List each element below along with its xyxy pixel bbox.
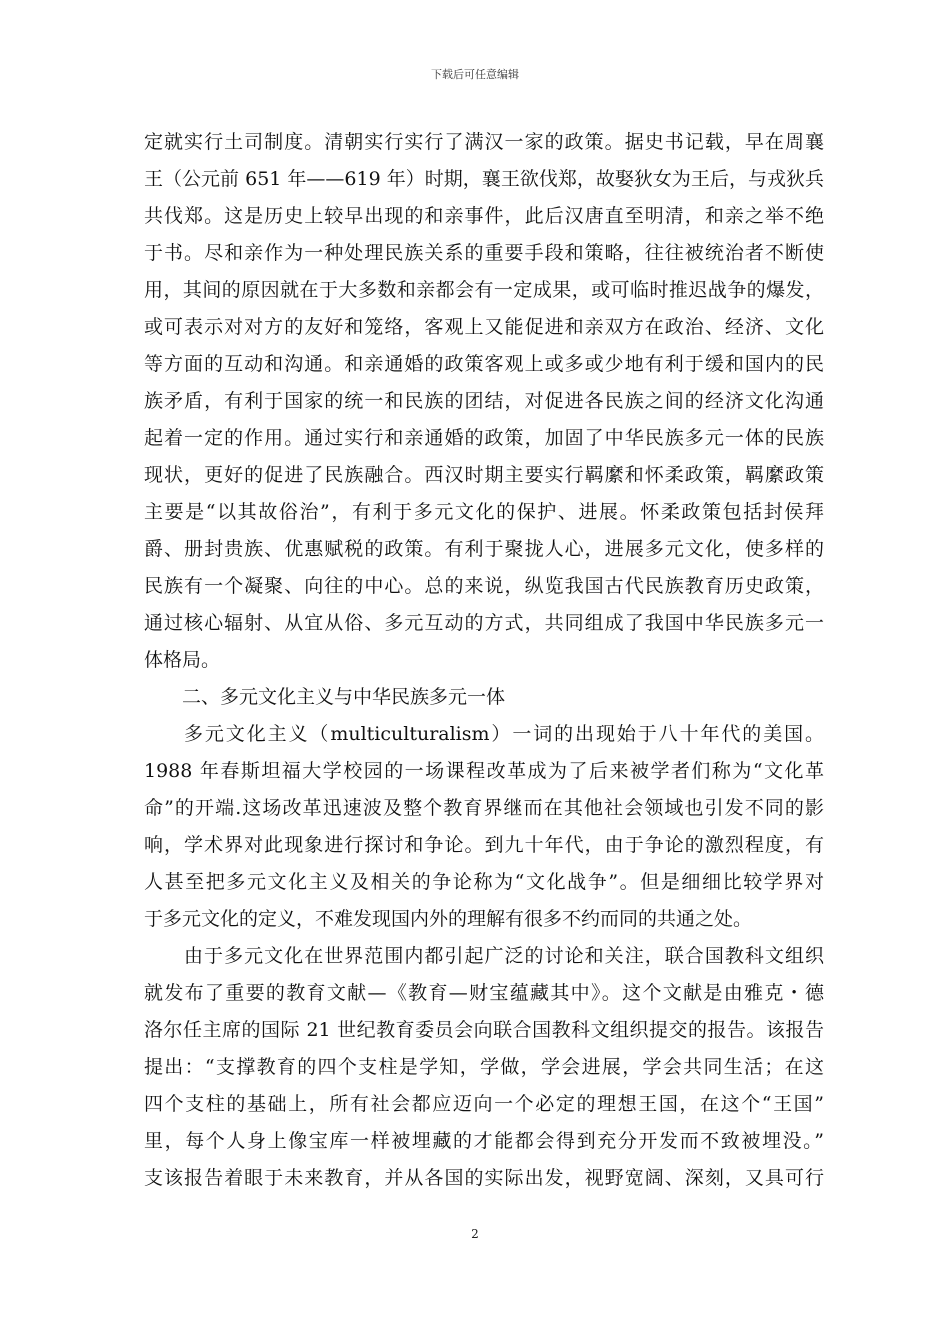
text-line: 洛尔任主席的国际 21 世纪教育委员会向联合国教科文组织提交的报告。该报告 (144, 1019, 824, 1041)
text-line: 族矛盾，有利于国家的统一和民族的团结，对促进各民族之间的经济文化沟通 (144, 390, 824, 412)
text-line: 共伐郑。这是历史上较早出现的和亲事件，此后汉唐直至明清，和亲之举不绝 (144, 205, 824, 227)
text-line: 用，其间的原因就在于大多数和亲都会有一定成果，或可临时推迟战争的爆发， (144, 279, 824, 301)
text-line: 多元文化主义（multiculturalism）一词的出现始于八十年代的美国。 (184, 723, 824, 745)
text-line: 民族有一个凝聚、向往的中心。总的来说，纵览我国古代民族教育历史政策， (144, 575, 824, 597)
section-heading: 二、多元文化主义与中华民族多元一体 (182, 686, 506, 708)
page-number: 2 (471, 1227, 479, 1241)
text-line: 人甚至把多元文化主义及相关的争论称为“文化战争”。但是细细比较学界对 (144, 871, 824, 893)
text-line: 爵、册封贵族、优惠赋税的政策。有利于聚拢人心，进展多元文化，使多样的 (144, 538, 824, 560)
text-line: 就发布了重要的教育文献—《教育—财宝蕴藏其中》。这个文献是由雅克・德 (144, 982, 824, 1004)
text-line: 起着一定的作用。通过实行和亲通婚的政策，加固了中华民族多元一体的民族 (144, 427, 824, 449)
text-line: 定就实行土司制度。清朝实行实行了满汉一家的政策。据史书记载，早在周襄 (144, 131, 824, 153)
text-line: 里，每个人身上像宝库一样被埋藏的才能都会得到充分开发而不致被埋没。” (144, 1130, 824, 1152)
text-line: 由于多元文化在世界范围内都引起广泛的讨论和关注，联合国教科文组织 (184, 945, 824, 967)
text-line: 王（公元前 651 年——619 年）时期，襄王欲伐郑，故娶狄女为王后，与戎狄兵 (144, 168, 824, 190)
text-line: 支该报告着眼于未来教育，并从各国的实际出发，视野宽阔、深刻，又具可行 (144, 1167, 824, 1189)
text-line: 于书。尽和亲作为一种处理民族关系的重要手段和策略，往往被统治者不断使 (144, 242, 824, 264)
text-line: 1988 年春斯坦福大学校园的一场课程改革成为了后来被学者们称为“文化革 (144, 760, 824, 782)
text-line: 通过核心辐射、从宜从俗、多元互动的方式，共同组成了我国中华民族多元一 (144, 612, 824, 634)
text-line: 提出：“支撑教育的四个支柱是学知，学做，学会进展，学会共同生活；在这 (144, 1056, 824, 1078)
text-line: 或可表示对对方的友好和笼络，客观上又能促进和亲双方在政治、经济、文化 (144, 316, 824, 338)
text-line: 等方面的互动和沟通。和亲通婚的政策客观上或多或少地有利于缓和国内的民 (144, 353, 824, 375)
text-line: 现状，更好的促进了民族融合。西汉时期主要实行羁縻和怀柔政策，羁縻政策 (144, 464, 824, 486)
page-header: 下载后可任意编辑 (431, 68, 519, 81)
text-line: 响，学术界对此现象进行探讨和争论。到九十年代，由于争论的激烈程度，有 (144, 834, 824, 856)
text-line: 命”的开端.这场改革迅速波及整个教育界继而在其他社会领域也引发不同的影 (144, 797, 824, 819)
text-line: 体格局。 (144, 649, 221, 671)
text-line: 四个支柱的基础上，所有社会都应迈向一个必定的理想王国，在这个“王国” (144, 1093, 824, 1115)
text-line: 主要是“以其故俗治”，有利于多元文化的保护、进展。怀柔政策包括封侯拜 (144, 501, 824, 523)
document-body (144, 124, 824, 1197)
text-line: 于多元文化的定义，不难发现国内外的理解有很多不约而同的共通之处。 (144, 908, 753, 930)
